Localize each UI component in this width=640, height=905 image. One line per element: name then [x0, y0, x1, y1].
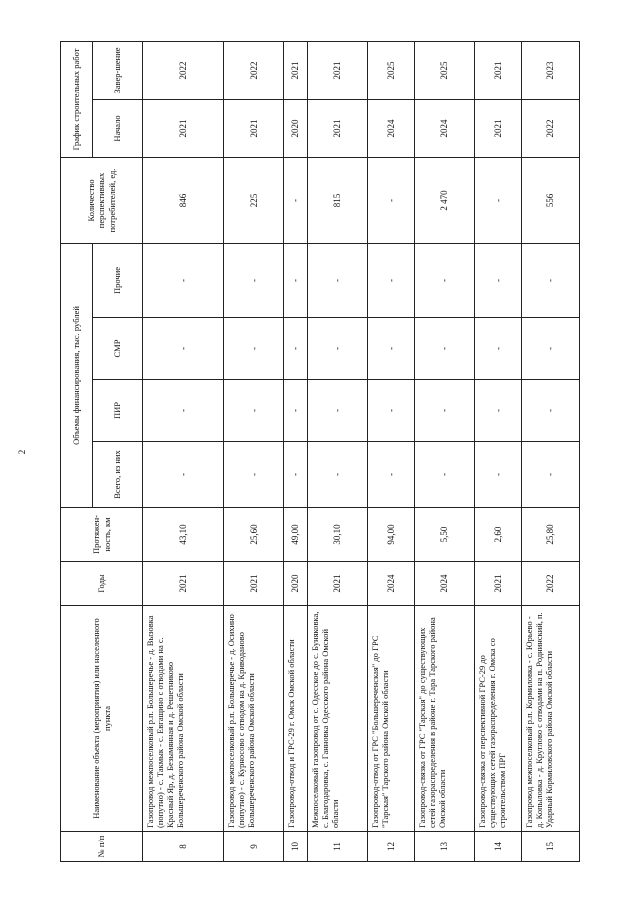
smr-cell: -	[474, 318, 521, 380]
header-pir: ПИР	[93, 380, 143, 442]
length-cell: 94,00	[367, 508, 414, 562]
length-cell: 2,60	[474, 508, 521, 562]
length-cell: 49,00	[284, 508, 308, 562]
row-number-cell: 12	[367, 832, 414, 862]
total-cell: -	[307, 442, 367, 508]
start-cell: 2021	[143, 99, 224, 157]
row-number-cell: 10	[284, 832, 308, 862]
smr-cell: -	[522, 318, 580, 380]
consumers-cell: 556	[522, 157, 580, 243]
pir-cell: -	[415, 380, 475, 442]
other-cell: -	[284, 243, 308, 317]
years-cell: 2020	[284, 562, 308, 606]
smr-cell: -	[224, 318, 284, 380]
row-number-cell: 8	[143, 832, 224, 862]
header-schedule: График строительных работ	[61, 41, 93, 157]
length-cell: 5,50	[415, 508, 475, 562]
end-cell: 2021	[307, 41, 367, 99]
total-cell: -	[474, 442, 521, 508]
table-row	[522, 41, 580, 861]
object-name-cell: Газопровод-связка от перспективной ГРС-29 до существующих сетей газораспределения г. Омска со строительством ПРГ	[474, 606, 521, 832]
years-cell: 2021	[474, 562, 521, 606]
other-cell: -	[415, 243, 475, 317]
length-cell: 25,60	[224, 508, 284, 562]
smr-cell: -	[367, 318, 414, 380]
consumers-cell: -	[474, 157, 521, 243]
header-end: Завер-шение	[93, 41, 143, 99]
smr-cell: -	[143, 318, 224, 380]
other-cell: -	[474, 243, 521, 317]
table-row	[415, 41, 475, 861]
years-cell: 2021	[307, 562, 367, 606]
other-cell: -	[367, 243, 414, 317]
smr-cell: -	[284, 318, 308, 380]
table-row	[284, 41, 308, 861]
start-cell: 2021	[474, 99, 521, 157]
end-cell: 2023	[522, 41, 580, 99]
consumers-cell: -	[284, 157, 308, 243]
other-cell: -	[143, 243, 224, 317]
row-number-cell: 13	[415, 832, 475, 862]
total-cell: -	[224, 442, 284, 508]
end-cell: 2025	[367, 41, 414, 99]
end-cell: 2025	[415, 41, 475, 99]
row-number-cell: 9	[224, 832, 284, 862]
consumers-cell: -	[367, 157, 414, 243]
header-length: Протяжен-ность, км	[61, 508, 143, 562]
length-cell: 30,10	[307, 508, 367, 562]
header-years: Годы	[61, 562, 143, 606]
gas-pipeline-table	[60, 41, 580, 862]
row-number-cell: 14	[474, 832, 521, 862]
object-name-cell: Газопровод-связка от ГРС "Тарская" до существующих сетей газораспределения в районе г. Тара Тарского района Омской области	[415, 606, 475, 832]
table-row	[224, 41, 284, 861]
end-cell: 2022	[224, 41, 284, 99]
pir-cell: -	[284, 380, 308, 442]
header-consumers: Количество перспективных потребителей, ед.	[61, 157, 143, 243]
start-cell: 2021	[224, 99, 284, 157]
other-cell: -	[522, 243, 580, 317]
total-cell: -	[284, 442, 308, 508]
consumers-cell: 846	[143, 157, 224, 243]
years-cell: 2022	[522, 562, 580, 606]
pir-cell: -	[224, 380, 284, 442]
object-name-cell: Газопровод межпоселковый р.п. Большеречье - д. Вызовка (попутно) - с. Такмык - с. Евгащино с отводами на с. Красный Яр, д. Безымянная и д. Решетниково Большереченского района Омской области	[143, 606, 224, 832]
smr-cell: -	[307, 318, 367, 380]
table-row	[367, 41, 414, 861]
header-name: Наименование объекта (мероприятия) или населенного пункта	[61, 606, 143, 832]
table-row	[143, 41, 224, 861]
object-name-cell: Межпоселковый газопровод от с. Одесское до с. Буняковка, с. Благодаровка, с. Ганновка Одесского района Омской области	[307, 606, 367, 832]
object-name-cell: Газопровод-отвод от ГРС "Большереченская" до ГРС "Тарская" Тарского района Омской области	[367, 606, 414, 832]
total-cell: -	[367, 442, 414, 508]
start-cell: 2024	[367, 99, 414, 157]
object-name-cell: Газопровод-отвод и ГРС-29 г. Омск Омской области	[284, 606, 308, 832]
smr-cell: -	[415, 318, 475, 380]
row-number-cell: 15	[522, 832, 580, 862]
years-cell: 2021	[143, 562, 224, 606]
years-cell: 2024	[367, 562, 414, 606]
rotated-table-container	[60, 42, 580, 862]
total-cell: -	[415, 442, 475, 508]
other-cell: -	[307, 243, 367, 317]
pir-cell: -	[474, 380, 521, 442]
table-row	[474, 41, 521, 861]
object-name-cell: Газопровод межпоселковый р.п. Большеречье - д. Осихино (попутно) - с. Курносово с отводом на д. Криводаново Большереченского района Омской области	[224, 606, 284, 832]
total-cell: -	[143, 442, 224, 508]
start-cell: 2022	[522, 99, 580, 157]
consumers-cell: 2 470	[415, 157, 475, 243]
header-start: Начало	[93, 99, 143, 157]
length-cell: 25,80	[522, 508, 580, 562]
table-body	[143, 41, 580, 861]
total-cell: -	[522, 442, 580, 508]
length-cell: 43,10	[143, 508, 224, 562]
header-funding: Объемы финансирования, тыс. рублей	[61, 243, 93, 507]
header-total: Всего, из них	[93, 442, 143, 508]
header-smr: СМР	[93, 318, 143, 380]
pir-cell: -	[522, 380, 580, 442]
page-number: 2	[17, 449, 27, 455]
end-cell: 2022	[143, 41, 224, 99]
consumers-cell: 815	[307, 157, 367, 243]
pir-cell: -	[143, 380, 224, 442]
other-cell: -	[224, 243, 284, 317]
start-cell: 2021	[307, 99, 367, 157]
start-cell: 2020	[284, 99, 308, 157]
header-other: Прочие	[93, 243, 143, 317]
end-cell: 2021	[284, 41, 308, 99]
object-name-cell: Газопровод межпоселковый р.п. Кормиловка - с. Юрьево - д. Копыловка - д. Круглово с отводами на п. Роднинский, п. Ударный Кормиловского района Омской области	[522, 606, 580, 832]
start-cell: 2024	[415, 99, 475, 157]
pir-cell: -	[307, 380, 367, 442]
end-cell: 2021	[474, 41, 521, 99]
row-number-cell: 11	[307, 832, 367, 862]
pir-cell: -	[367, 380, 414, 442]
years-cell: 2021	[224, 562, 284, 606]
years-cell: 2024	[415, 562, 475, 606]
header-num: № п/п	[61, 832, 143, 862]
table-row	[307, 41, 367, 861]
consumers-cell: 225	[224, 157, 284, 243]
